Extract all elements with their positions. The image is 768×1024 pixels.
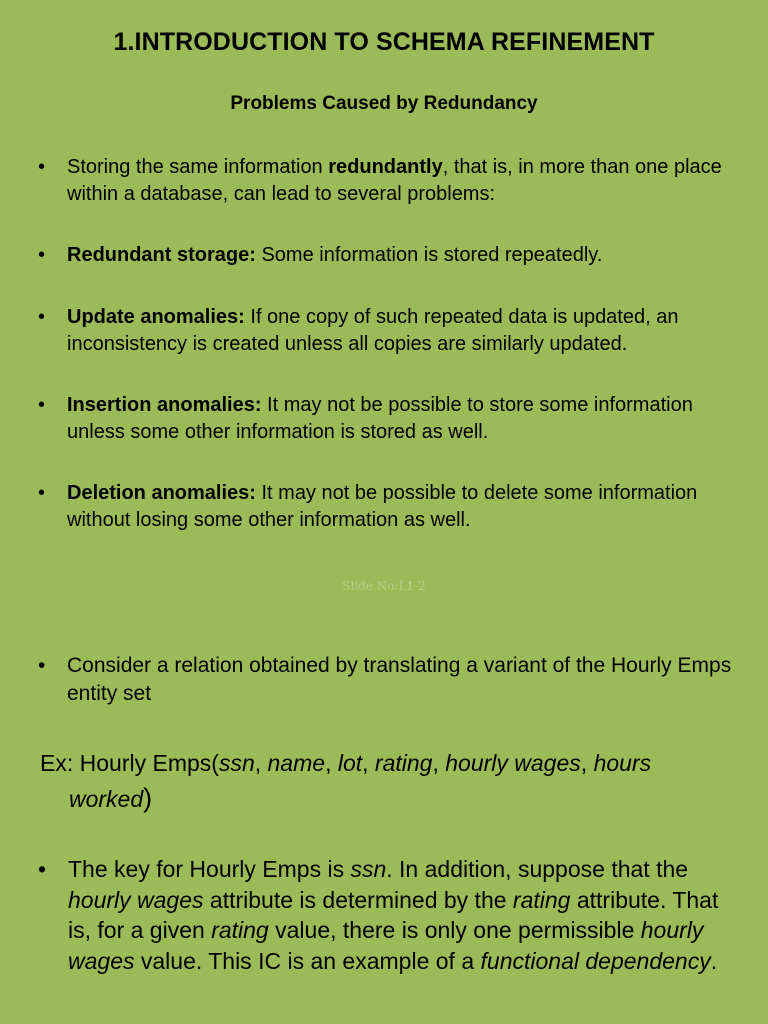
bold-term: Update anomalies: [67,306,245,328]
bullet-marker: • [38,306,46,328]
section-subtitle: Problems Caused by Redundancy [230,93,538,114]
attr-hourly-wages: hourly wages [445,750,581,776]
bullet-text: Redundant storage: Some information is stored repeatedly. [67,244,603,266]
bullet-marker: • [38,654,46,677]
bullet-text: Insertion anomalies: It may not be possible to store some information unless some other information is stored as well. [67,394,693,443]
attr-ssn: ssn [218,750,255,776]
attr-worked: worked [69,786,144,812]
bold-term: Insertion anomalies: [67,394,262,416]
bullet-text: Storing the same information redundantly, that is, in more than one place within a database, can lead to several problems: [67,156,722,205]
bullet-marker: • [38,156,46,178]
bullet-text: Consider a relation obtained by translating a variant of the Hourly Emps entity set [67,654,732,705]
bullet-marker: • [38,244,46,266]
bullet-update-anomalies [38,304,728,358]
bullet-text: Deletion anomalies: It may not be possible to delete some information without losing some other information as well. [67,482,698,531]
bullet-deletion-anomalies [38,480,728,534]
bullet-marker: • [38,856,47,882]
bullet-key-fd [38,854,738,976]
bold-term: Deletion anomalies: [67,482,256,504]
attr-lot: lot [337,750,363,776]
close-paren: ) [143,783,153,813]
bullet-consider-relation [38,652,738,708]
bullet-text: Update anomalies: If one copy of such repeated data is updated, an inconsistency is created unless all copies are similarly updated. [67,306,679,355]
attr-hours: hours [593,750,652,776]
attr-name: name [267,750,326,776]
bullet-marker: • [38,394,46,416]
bullet-text: The key for Hourly Emps is ssn. In addition, suppose that the hourly wages attribute is determined by the rating attribute. That is, for a given rating value, there is only one permissible hourly wages value. This IC is an example of a functional dependency. [68,856,719,974]
bold-term: redundantly [328,156,443,178]
bullet-redundancy-intro [38,154,728,208]
slide-number: Slide No:L1-2 [342,579,426,593]
example-relation [40,746,740,817]
bullet-insertion-anomalies [38,392,728,446]
page-title: 1.INTRODUCTION TO SCHEMA REFINEMENT [113,28,655,56]
example-line-2 [40,781,740,817]
bullet-marker: • [38,482,46,504]
bold-term: Redundant storage: [67,244,256,266]
example-line-1: Ex: Hourly Emps(ssn, name, lot, rating, hourly wages, hours [40,750,652,776]
bullet-redundant-storage [38,242,728,269]
attr-rating: rating [374,750,433,776]
